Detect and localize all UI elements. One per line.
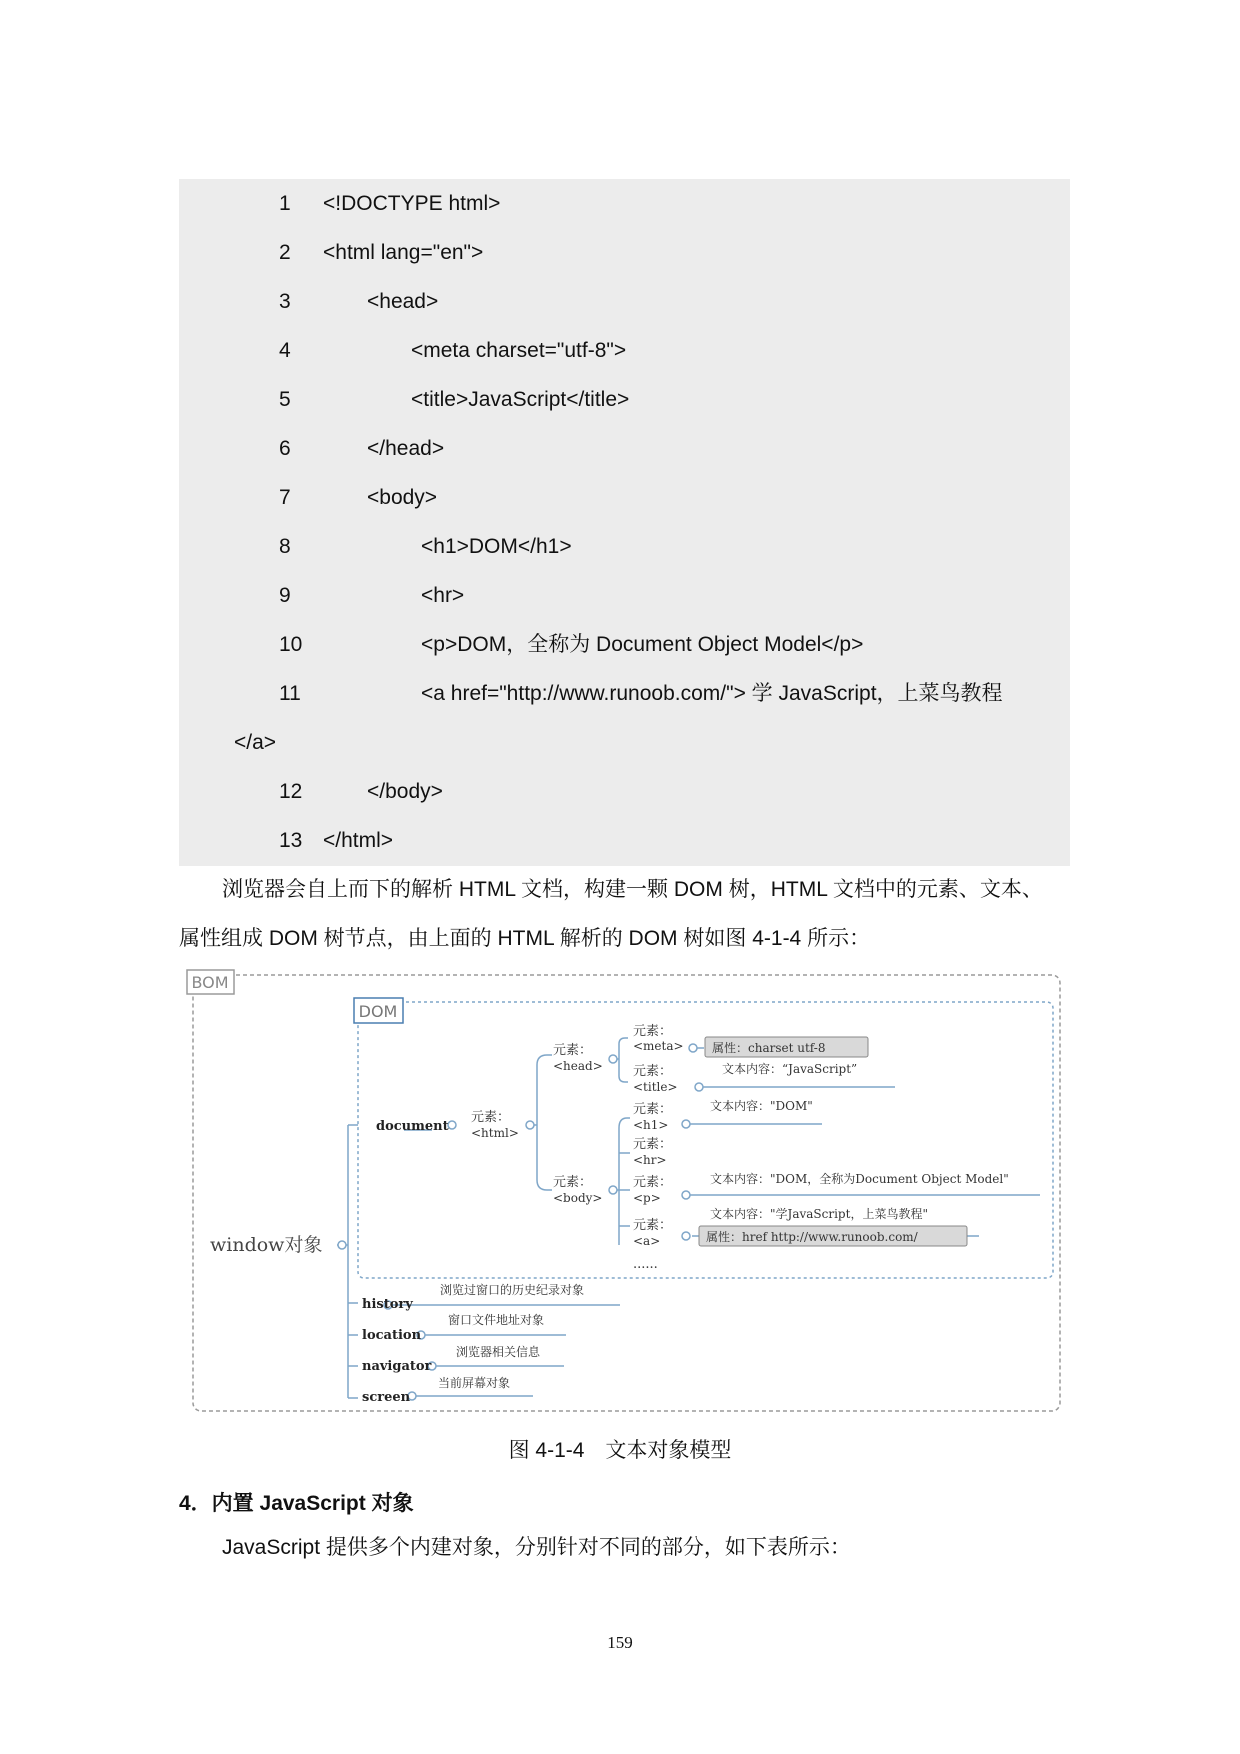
history-desc: 浏览过窗口的历史纪录对象 — [440, 1283, 585, 1297]
line-number: 5 — [279, 388, 291, 411]
bom-label: BOM — [191, 973, 229, 992]
line-number: 9 — [279, 584, 291, 607]
page-number: 159 — [607, 1633, 633, 1652]
code-text: <h1>DOM</h1> — [421, 535, 572, 558]
line-number: 7 — [279, 486, 291, 509]
element-label: 元素： — [633, 1218, 673, 1233]
body-paragraph-line: 属性组成 DOM 树节点，由上面的 HTML 解析的 DOM 树如图 4-1-4 所示： — [179, 927, 871, 950]
p-text-node: 文本内容："DOM，全称为Document Object Model" — [710, 1172, 1009, 1186]
p-tag-node: <p> — [633, 1191, 661, 1205]
location-desc: 窗口文件地址对象 — [448, 1313, 545, 1327]
head-tag-node: <head> — [553, 1059, 603, 1073]
a-attribute-node: 属性：href http://www.runoob.com/ — [706, 1230, 918, 1244]
hr-tag-node: <hr> — [633, 1153, 667, 1167]
body-paragraph: JavaScript 提供多个内建对象，分别针对不同的部分，如下表所示： — [222, 1536, 851, 1559]
h1-text-node: 文本内容："DOM" — [710, 1099, 813, 1113]
code-text: <!DOCTYPE html> — [323, 192, 501, 215]
code-text: <meta charset="utf-8"> — [411, 339, 627, 362]
code-text: <p>DOM，全称为 Document Object Model</p> — [421, 633, 864, 656]
line-number: 6 — [279, 437, 291, 460]
a-tag-node: <a> — [633, 1234, 661, 1248]
code-text: <a href="http://www.runoob.com/"> 学 JavaScript，上菜鸟教程 — [421, 682, 1003, 705]
line-number: 10 — [279, 633, 303, 656]
line-number: 4 — [279, 339, 291, 362]
element-label: 元素： — [633, 1024, 673, 1039]
line-number: 13 — [279, 829, 303, 852]
element-label: 元素： — [633, 1102, 673, 1117]
figure-caption: 图 4-1-4 文本对象模型 — [508, 1439, 732, 1462]
line-number: 3 — [279, 290, 291, 313]
location-node: location — [362, 1328, 422, 1343]
history-node: history — [362, 1297, 413, 1312]
document-node: document — [376, 1119, 449, 1134]
element-label: 元素： — [553, 1175, 593, 1190]
bom-frame — [193, 975, 1060, 1411]
code-text: </html> — [323, 829, 394, 852]
meta-tag-node: <meta> — [633, 1039, 684, 1053]
meta-attribute-node: 属性：charset utf-8 — [712, 1041, 826, 1055]
code-text: <title>JavaScript</title> — [411, 388, 630, 411]
line-number: 8 — [279, 535, 291, 558]
more-elements-ellipsis: ...... — [633, 1257, 658, 1272]
section-heading: 4．内置 JavaScript 对象 — [179, 1492, 414, 1515]
title-tag-node: <title> — [633, 1080, 678, 1094]
html-tag-node: <html> — [471, 1126, 519, 1140]
navigator-desc: 浏览器相关信息 — [456, 1345, 541, 1359]
element-label: 元素： — [633, 1064, 673, 1079]
code-text: </head> — [367, 437, 445, 460]
code-text: <head> — [367, 290, 439, 313]
title-text-node: 文本内容：“JavaScript” — [722, 1062, 858, 1076]
line-number: 12 — [279, 780, 303, 803]
element-label: 元素： — [471, 1110, 511, 1125]
line-number: 2 — [279, 241, 291, 264]
dom-label: DOM — [358, 1002, 398, 1021]
window-object-node: window对象 — [210, 1234, 323, 1256]
code-text: <body> — [367, 486, 438, 509]
screen-desc: 当前屏幕对象 — [438, 1376, 511, 1390]
line-number: 1 — [279, 192, 291, 215]
tree-branches — [337, 1038, 1040, 1398]
code-text: </body> — [367, 780, 443, 803]
code-text: <html lang="en"> — [323, 241, 484, 264]
element-label: 元素： — [553, 1043, 593, 1058]
element-label: 元素： — [633, 1175, 673, 1190]
h1-tag-node: <h1> — [633, 1118, 669, 1132]
code-text: </a> — [234, 731, 277, 754]
a-text-node: 文本内容："学JavaScript，上菜鸟教程" — [710, 1207, 928, 1221]
screen-node: screen — [362, 1390, 411, 1405]
code-text: <hr> — [421, 584, 465, 607]
navigator-node: navigator — [362, 1359, 432, 1374]
body-paragraph-line: 浏览器会自上而下的解析 HTML 文档，构建一颗 DOM 树，HTML 文档中的元素、文本、 — [222, 878, 1043, 901]
element-label: 元素： — [633, 1137, 673, 1152]
line-number: 11 — [279, 682, 301, 705]
body-tag-node: <body> — [553, 1191, 603, 1205]
